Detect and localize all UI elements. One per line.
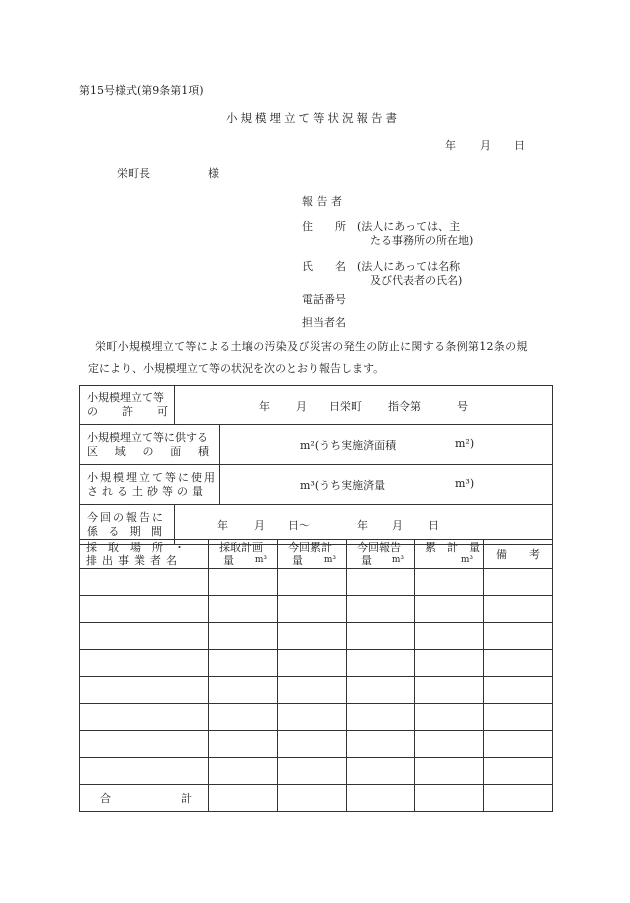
soil-row xyxy=(80,465,553,505)
page-title: 小規模埋立て等状況報告書 xyxy=(226,111,400,125)
cell-remarks[interactable] xyxy=(484,731,553,758)
cell-cumulative[interactable] xyxy=(278,731,347,758)
col-cum-ryo: 量 xyxy=(292,554,303,567)
cell-plan[interactable] xyxy=(209,704,278,731)
sum-row xyxy=(80,785,553,812)
col-plan-unit: m³ xyxy=(254,555,267,565)
cell-cumulative[interactable] xyxy=(278,758,347,785)
table-row xyxy=(80,731,553,758)
body-text-line-2: 定により、小規模埋立て等の状況を次のとおり報告します。 xyxy=(88,362,385,375)
area-value[interactable] xyxy=(220,425,553,465)
soil-unit-end: m³) xyxy=(455,477,475,490)
col-site-line-2: 排出事業者名 xyxy=(86,554,182,567)
cell-total[interactable] xyxy=(415,677,484,704)
sum-label-go: 合 xyxy=(100,792,111,805)
col-site-line-1: 採 取 場 所 ・ xyxy=(86,541,185,554)
table-row xyxy=(80,623,553,650)
area-label xyxy=(80,425,220,465)
col-cumulative xyxy=(278,540,347,569)
cell-remarks[interactable] xyxy=(484,596,553,623)
form-number: 第15号様式(第9条第1項) xyxy=(79,84,204,97)
permit-day: 日栄町 xyxy=(329,400,362,413)
table-row xyxy=(80,596,553,623)
col-plan-ryo: 量 xyxy=(223,554,234,567)
cell-report[interactable] xyxy=(347,650,415,677)
cell-plan[interactable] xyxy=(209,758,278,785)
cell-remarks[interactable] xyxy=(484,677,553,704)
addressee-honorific: 様 xyxy=(208,167,219,180)
cell-site[interactable] xyxy=(80,650,209,677)
cell-report[interactable] xyxy=(347,704,415,731)
area-label-no: の xyxy=(142,444,154,458)
cell-report[interactable] xyxy=(347,623,415,650)
cell-cumulative[interactable] xyxy=(278,677,347,704)
period-label-ru: る xyxy=(108,524,120,538)
permit-row xyxy=(80,386,553,425)
cell-total[interactable] xyxy=(415,731,484,758)
address-label: 住 所 xyxy=(302,220,346,233)
col-cum-line-1: 今回累計 xyxy=(288,541,332,554)
cell-site[interactable] xyxy=(80,677,209,704)
name-note-2: 及び代表者の氏名) xyxy=(370,274,463,287)
soil-value-text: m³(うち実施済量 xyxy=(300,479,386,492)
cell-report[interactable] xyxy=(347,677,415,704)
cell-remarks[interactable] xyxy=(484,650,553,677)
soil-label-line-1: 小規模埋立て等に使用 xyxy=(87,470,217,484)
sum-cumulative[interactable] xyxy=(278,785,347,812)
permit-go: 号 xyxy=(457,400,468,413)
name-label: 氏 名 xyxy=(302,260,346,273)
period-label-ki: 期 xyxy=(129,524,141,538)
permit-label-line-1: 小規模埋立て等 xyxy=(87,391,164,404)
cell-site[interactable] xyxy=(80,758,209,785)
col-total-unit: m³ xyxy=(460,555,473,565)
table-row xyxy=(80,758,553,785)
cell-report[interactable] xyxy=(347,758,415,785)
cell-plan[interactable] xyxy=(209,731,278,758)
area-label-iki: 域 xyxy=(114,444,126,458)
date-day: 日 xyxy=(514,139,525,152)
cell-report[interactable] xyxy=(347,731,415,758)
area-row xyxy=(80,425,553,465)
cell-cumulative[interactable] xyxy=(278,704,347,731)
sum-plan[interactable] xyxy=(209,785,278,812)
cell-report[interactable] xyxy=(347,596,415,623)
area-value-text: m²(うち実施済面積 xyxy=(300,439,397,452)
col-rep-line-1: 今回報告 xyxy=(357,541,401,554)
cell-site[interactable] xyxy=(80,596,209,623)
sum-remarks[interactable] xyxy=(484,785,553,812)
cell-cumulative[interactable] xyxy=(278,569,347,596)
sum-label xyxy=(80,785,209,812)
area-label-line-1: 小規模埋立て等に供する xyxy=(87,430,208,444)
permit-label-kyo: 許 xyxy=(122,405,133,418)
addressee-name: 栄町長 xyxy=(117,167,150,180)
period-day-from: 日～ xyxy=(288,519,310,532)
summary-table xyxy=(79,385,553,545)
cell-total[interactable] xyxy=(415,758,484,785)
col-total-line-1: 累 計 量 xyxy=(425,541,480,554)
cell-report[interactable] xyxy=(347,569,415,596)
period-month-to: 月 xyxy=(392,519,403,532)
soil-value[interactable] xyxy=(220,465,553,505)
col-remarks-label: 備 考 xyxy=(496,547,540,561)
cell-plan[interactable] xyxy=(209,623,278,650)
permit-label-no: の xyxy=(87,405,98,418)
period-month-from: 月 xyxy=(254,519,265,532)
period-label-line-1: 今回の報告に xyxy=(87,510,165,524)
address-note-1: (法人にあっては、主 xyxy=(357,220,461,233)
col-plan xyxy=(209,540,278,569)
cell-remarks[interactable] xyxy=(484,758,553,785)
cell-total[interactable] xyxy=(415,650,484,677)
cell-total[interactable] xyxy=(415,596,484,623)
cell-remarks[interactable] xyxy=(484,704,553,731)
name-note-1: (法人にあっては名称 xyxy=(357,260,461,273)
area-label-seki: 積 xyxy=(198,444,209,458)
cell-total[interactable] xyxy=(415,569,484,596)
col-rep-ryo: 量 xyxy=(361,554,372,567)
permit-number: 指令第 xyxy=(388,400,421,413)
soil-label-line-2: される土砂等の量 xyxy=(87,484,207,498)
cell-cumulative[interactable] xyxy=(278,650,347,677)
phone-label: 電話番号 xyxy=(302,293,346,306)
table-row xyxy=(80,650,553,677)
sum-label-kei: 計 xyxy=(181,792,192,805)
col-plan-line-1: 採取計画 xyxy=(219,541,263,554)
cell-site[interactable] xyxy=(80,704,209,731)
cell-total[interactable] xyxy=(415,704,484,731)
cell-plan[interactable] xyxy=(209,569,278,596)
body-text-line-1: 栄町小規模埋立て等による土壌の汚染及び災害の発生の防止に関する条例第12条の規 xyxy=(95,340,528,353)
table-row xyxy=(80,677,553,704)
period-day-to: 日 xyxy=(428,519,439,532)
col-report xyxy=(347,540,415,569)
cell-cumulative[interactable] xyxy=(278,596,347,623)
contact-label: 担当者名 xyxy=(302,316,346,329)
reporter-heading: 報 告 者 xyxy=(302,195,342,208)
cell-cumulative[interactable] xyxy=(278,623,347,650)
cell-plan[interactable] xyxy=(209,677,278,704)
cell-remarks[interactable] xyxy=(484,623,553,650)
cell-remarks[interactable] xyxy=(484,569,553,596)
permit-value[interactable] xyxy=(175,386,553,425)
cell-plan[interactable] xyxy=(209,596,278,623)
cell-plan[interactable] xyxy=(209,650,278,677)
col-total xyxy=(415,540,484,569)
table-row xyxy=(80,704,553,731)
period-year-to: 年 xyxy=(357,519,368,532)
area-unit-end: m²) xyxy=(455,437,475,450)
permit-label-ka: 可 xyxy=(157,405,168,418)
soil-label xyxy=(80,465,220,505)
area-label-ku: 区 xyxy=(87,444,98,458)
period-label-kan: 間 xyxy=(150,524,162,538)
permit-label xyxy=(80,386,175,425)
sum-total[interactable] xyxy=(415,785,484,812)
address-note-2: たる事務所の所在地) xyxy=(370,234,474,247)
date-year: 年 xyxy=(445,139,456,152)
col-remarks xyxy=(484,540,553,569)
sum-report[interactable] xyxy=(347,785,415,812)
col-cum-unit: m³ xyxy=(323,555,336,565)
permit-year: 年 xyxy=(259,400,270,413)
period-label-kakaru: 係 xyxy=(87,524,98,538)
permit-month: 月 xyxy=(296,400,307,413)
details-table xyxy=(79,539,553,812)
table-row xyxy=(80,569,553,596)
col-rep-unit: m³ xyxy=(391,555,404,565)
area-label-men: 面 xyxy=(170,444,182,458)
col-site xyxy=(80,540,209,569)
date-month: 月 xyxy=(480,139,491,152)
cell-site[interactable] xyxy=(80,569,209,596)
details-header-row xyxy=(80,540,553,569)
cell-site[interactable] xyxy=(80,731,209,758)
cell-total[interactable] xyxy=(415,623,484,650)
cell-site[interactable] xyxy=(80,623,209,650)
period-year-from: 年 xyxy=(217,519,228,532)
